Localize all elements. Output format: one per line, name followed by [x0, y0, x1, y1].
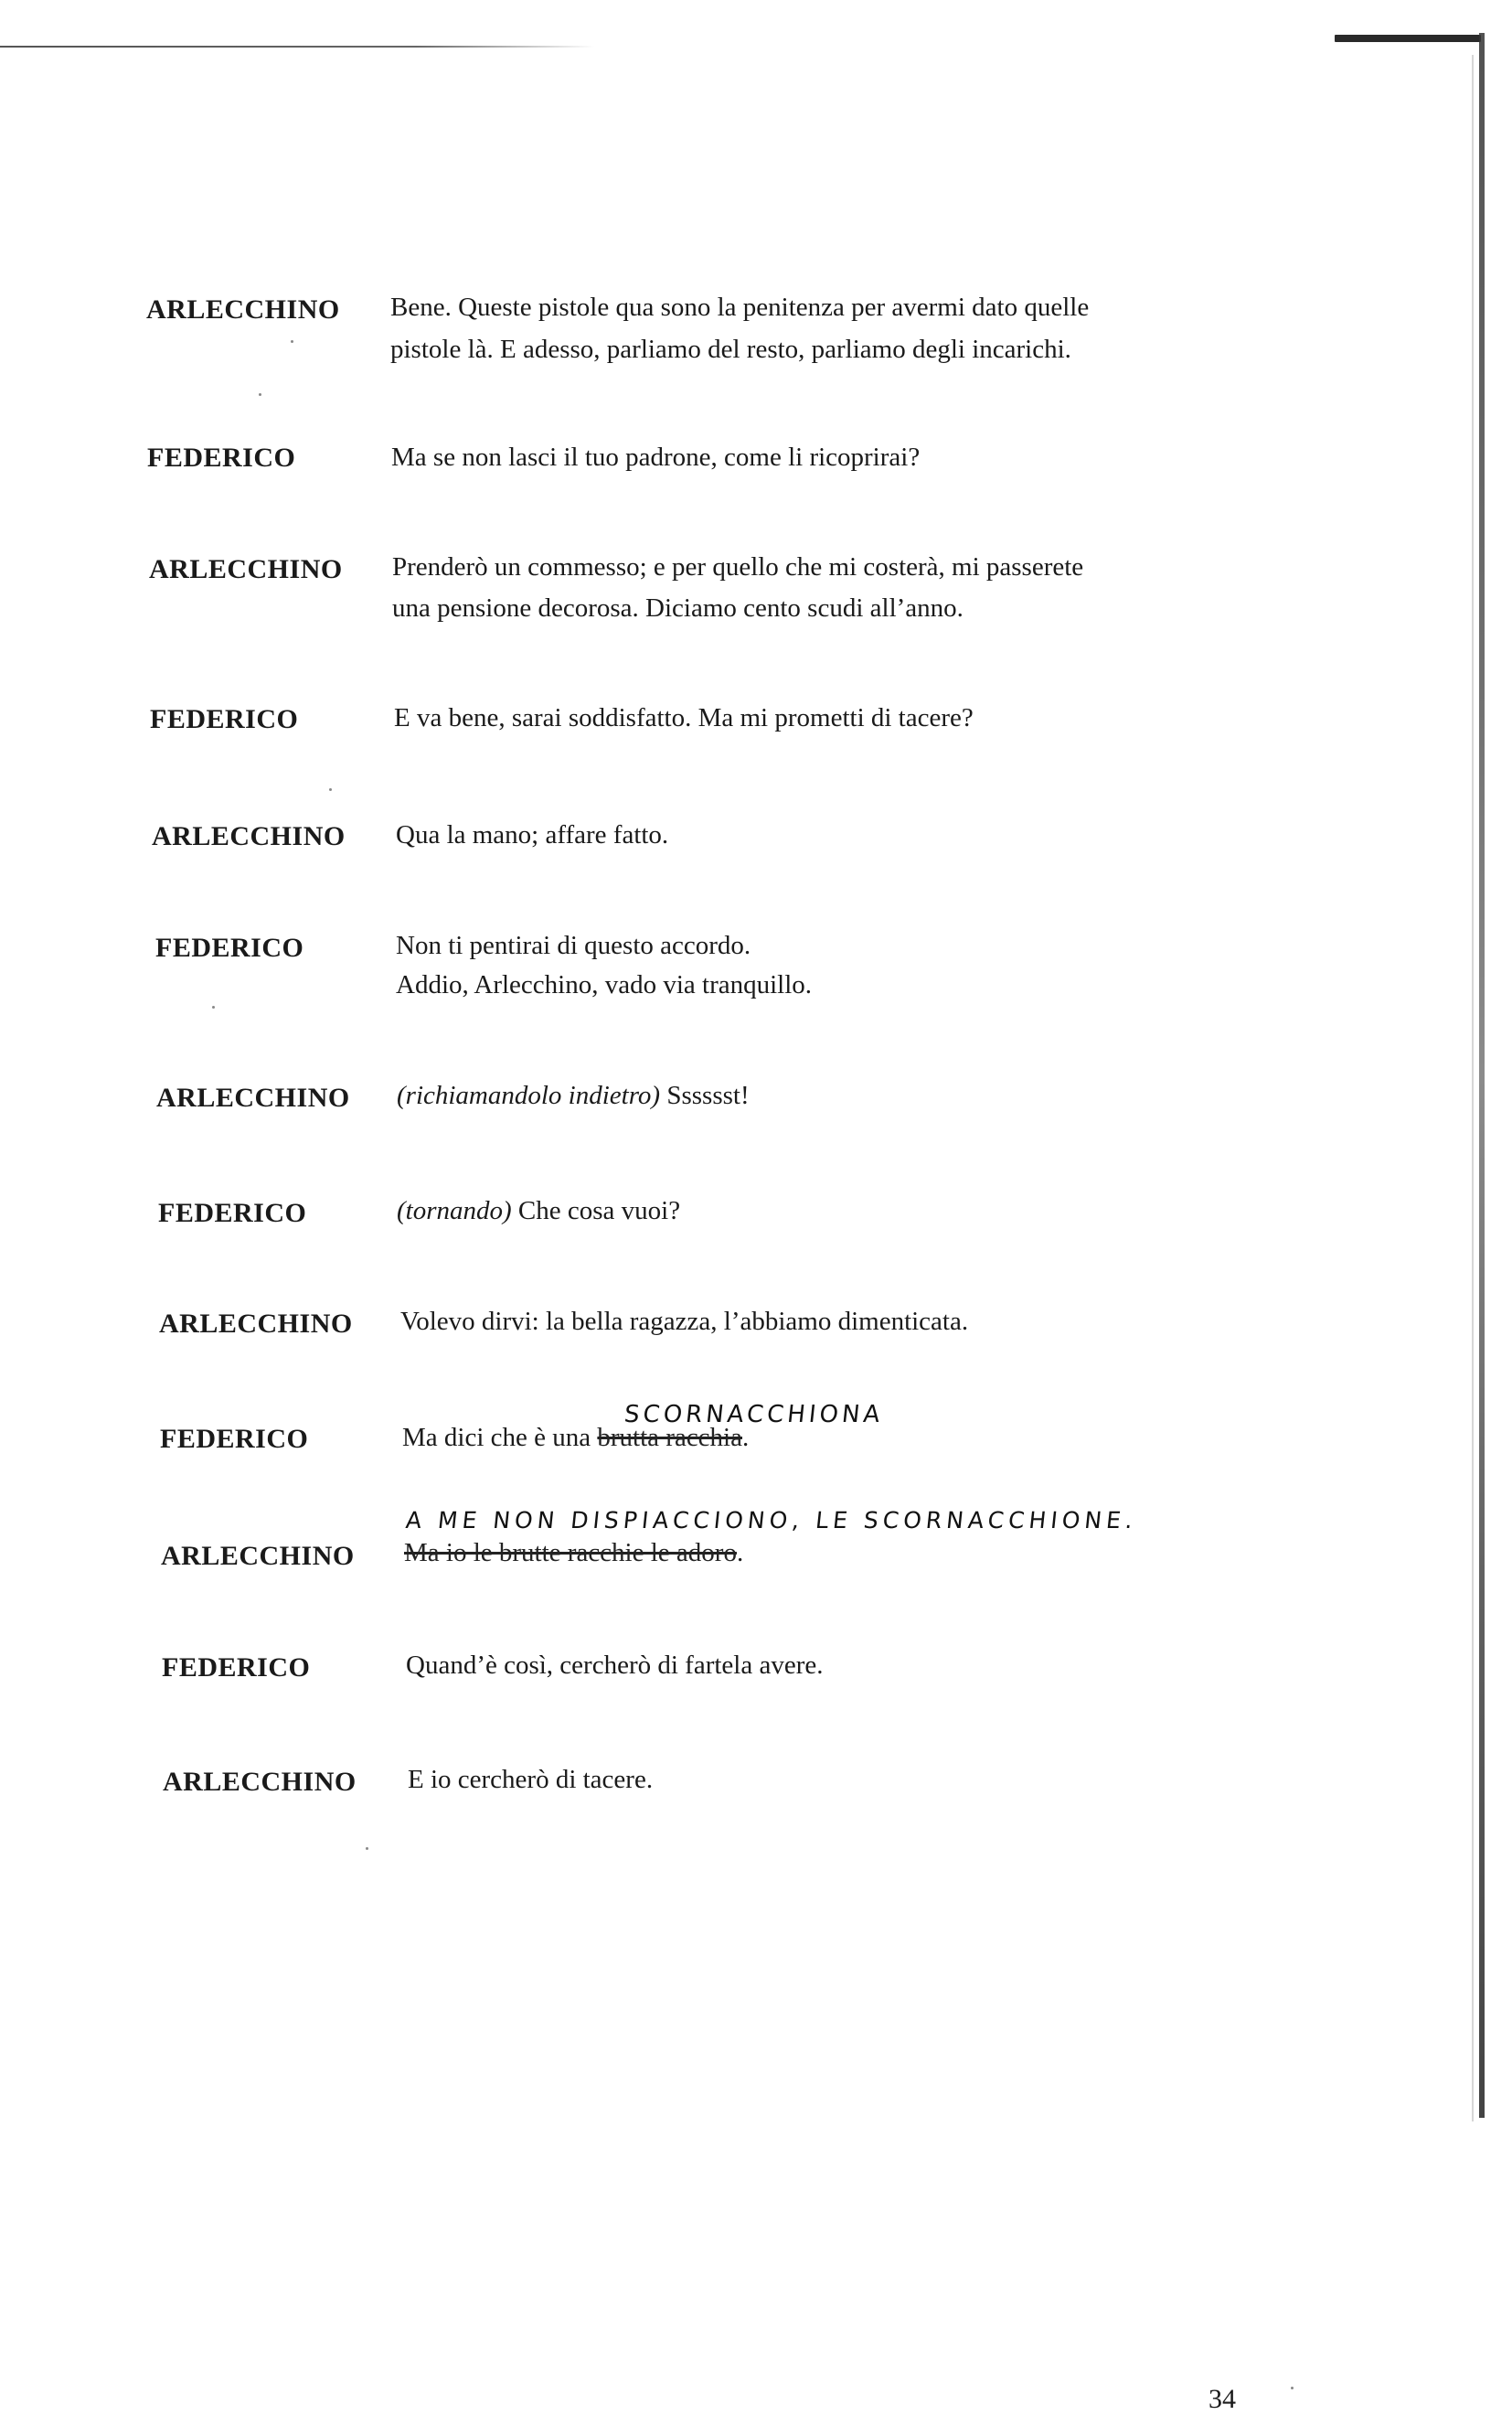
dialogue-text: Che cosa vuoi? — [511, 1196, 681, 1225]
dialogue-line — [397, 1191, 680, 1231]
dialogue-text: . — [741, 1423, 750, 1452]
dialogue-line: una pensione decorosa. Diciamo cento scudi all’anno. — [392, 593, 964, 623]
scan-speck — [366, 1847, 368, 1850]
speaker-name: ARLECCHINO — [156, 1083, 350, 1113]
scan-speck — [212, 1006, 215, 1009]
speaker-name: FEDERICO — [158, 1198, 307, 1228]
struck-text: brutta racchia — [597, 1423, 742, 1452]
dialogue-text: . — [736, 1538, 744, 1567]
dialogue-line: Non ti pentirai di questo accordo. — [396, 931, 751, 960]
dialogue-line: pistole là. E adesso, parliamo del resto, parliamo degli incarichi. — [390, 335, 1071, 364]
speaker-name: ARLECCHINO — [163, 1767, 357, 1797]
dialogue-line — [397, 1075, 750, 1116]
stage-direction: (richiamandolo indietro) — [397, 1081, 661, 1110]
dialogue-line: Volevo dirvi: la bella ragazza, l’abbiamo dimenticata. — [400, 1307, 969, 1336]
dialogue-line — [402, 1417, 749, 1458]
speaker-name: ARLECCHINO — [152, 821, 346, 851]
speaker-name: FEDERICO — [155, 933, 304, 963]
scan-speck — [259, 393, 261, 396]
dialogue-line: Addio, Arlecchino, vado via tranquillo. — [396, 970, 813, 999]
dialogue-line: Prenderò un commesso; e per quello che mi costerà, mi passerete — [392, 552, 1084, 582]
scan-speck — [1291, 2387, 1294, 2389]
handwritten-correction: SCORNACCHIONA — [623, 1401, 885, 1428]
speaker-name: ARLECCHINO — [149, 554, 343, 584]
speaker-name: FEDERICO — [160, 1424, 309, 1454]
speaker-name: FEDERICO — [150, 704, 299, 734]
speaker-name: ARLECCHINO — [146, 294, 340, 325]
speaker-name: ARLECCHINO — [159, 1309, 353, 1339]
speaker-name: FEDERICO — [147, 443, 296, 473]
dialogue-line — [404, 1533, 743, 1573]
dialogue-line: Ma se non lasci il tuo padrone, come li ricoprirai? — [391, 443, 921, 472]
dialogue-text: Sssssst! — [660, 1081, 750, 1110]
scan-speck — [329, 788, 332, 791]
dialogue-line: Quand’è così, cercherò di fartela avere. — [406, 1651, 824, 1680]
dialogue-line: E io cercherò di tacere. — [408, 1765, 654, 1794]
stage-direction: (tornando) — [397, 1196, 512, 1225]
dialogue-line: Qua la mano; affare fatto. — [396, 820, 669, 850]
speaker-name: FEDERICO — [162, 1652, 311, 1683]
dialogue-line: Bene. Queste pistole qua sono la penitenza per avermi dato quelle — [390, 293, 1090, 322]
scan-speck — [291, 340, 293, 343]
handwritten-correction: A ME NON DISPIACCIONO, LE SCORNACCHIONE. — [404, 1507, 1139, 1533]
dialogue-line: E va bene, sarai soddisfatto. Ma mi prometti di tacere? — [394, 703, 974, 732]
speaker-name: ARLECCHINO — [161, 1541, 355, 1571]
struck-text: Ma io le brutte racchie le adoro — [404, 1538, 737, 1567]
dialogue-text: Ma dici che è una — [402, 1423, 598, 1452]
page-number: 34 — [1209, 2384, 1236, 2414]
